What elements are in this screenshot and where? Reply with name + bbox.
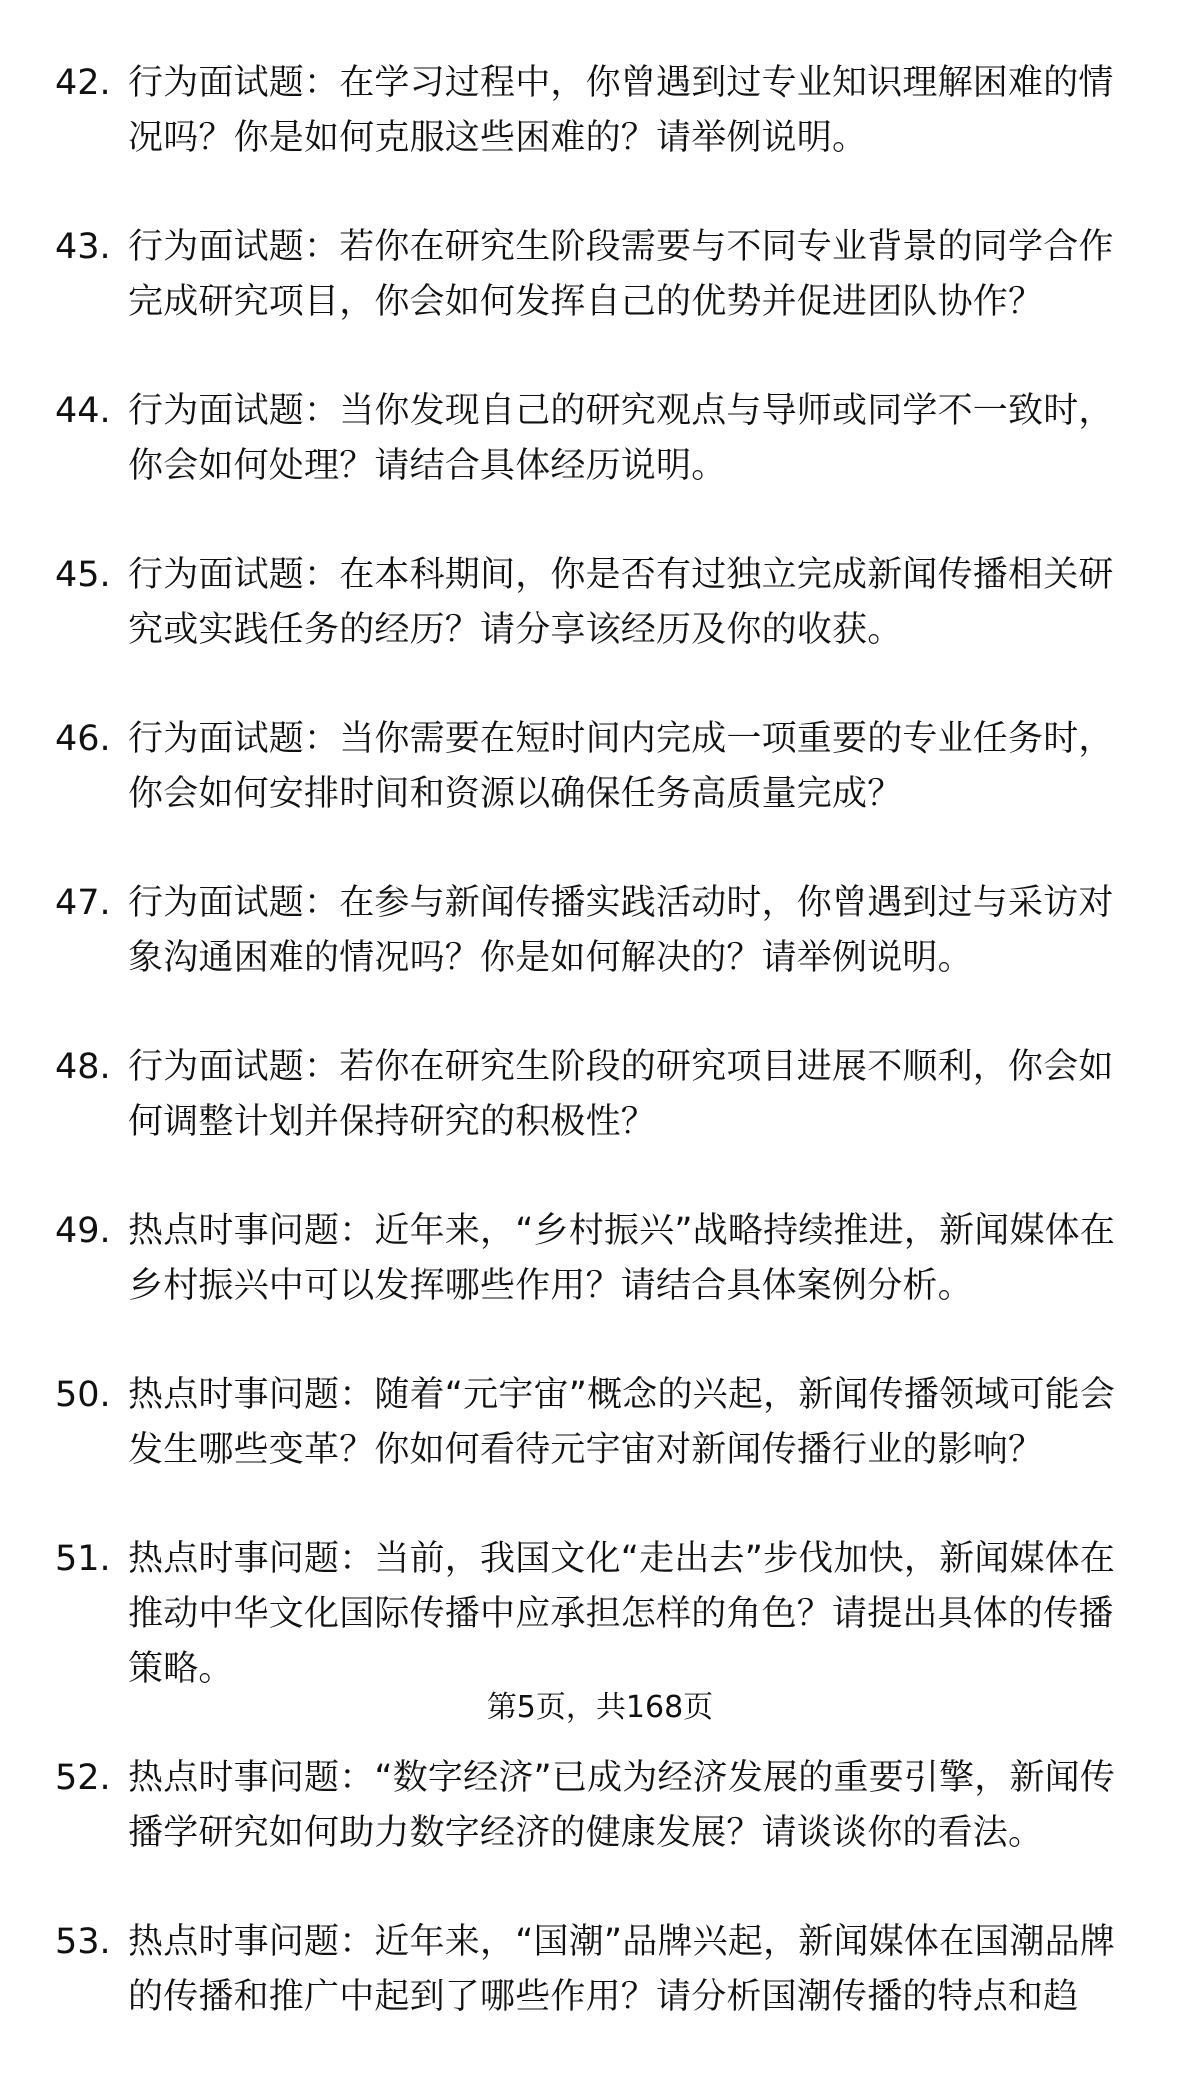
- list-item: [55, 1751, 1145, 1861]
- question-number: 44.: [55, 391, 111, 431]
- list-item: [55, 56, 1145, 166]
- question-text: 热点时事问题：当前，我国文化“走出去”步伐加快，新闻媒体在推动中华文化国际传播中应承担怎样的角色？请提出具体的传播策略。: [128, 1539, 1116, 1689]
- list-item: [55, 1915, 1145, 2025]
- question-number: 48.: [55, 1047, 111, 1087]
- page-number: 第5页，共168页: [486, 1690, 714, 1725]
- question-text: 热点时事问题：随着“元宇宙”概念的兴起，新闻传播领域可能会发生哪些变革？你如何看待元宇宙对新闻传播行业的影响？: [128, 1375, 1116, 1470]
- list-item: [55, 1204, 1145, 1314]
- question-list: [55, 56, 1145, 2079]
- question-number: 52.: [55, 1758, 111, 1798]
- list-item: [55, 384, 1145, 494]
- list-item: [55, 1532, 1145, 1697]
- question-text: 热点时事问题：近年来，“乡村振兴”战略持续推进，新闻媒体在乡村振兴中可以发挥哪些作用？请结合具体案例分析。: [128, 1211, 1116, 1306]
- question-text: 行为面试题：当你需要在短时间内完成一项重要的专业任务时，你会如何安排时间和资源以确保任务高质量完成？: [128, 719, 1114, 814]
- question-text: 热点时事问题：近年来，“国潮”品牌兴起，新闻媒体在国潮品牌的传播和推广中起到了哪些作用？请分析国潮传播的特点和趋: [128, 1922, 1116, 2017]
- list-item: [55, 1040, 1145, 1150]
- question-text: 行为面试题：在本科期间，你是否有过独立完成新闻传播相关研究或实践任务的经历？请分享该经历及你的收获。: [128, 555, 1114, 650]
- question-text: 行为面试题：若你在研究生阶段需要与不同专业背景的同学合作完成研究项目，你会如何发挥自己的优势并促进团队协作？: [128, 227, 1114, 322]
- list-item: [55, 548, 1145, 658]
- question-number: 47.: [55, 883, 111, 923]
- question-number: 50.: [55, 1375, 111, 1415]
- list-item: [55, 1368, 1145, 1478]
- list-item: [55, 220, 1145, 330]
- question-number: 51.: [55, 1539, 111, 1579]
- question-number: 45.: [55, 555, 111, 595]
- question-number: 49.: [55, 1211, 111, 1251]
- question-text: 行为面试题：若你在研究生阶段的研究项目进展不顺利，你会如何调整计划并保持研究的积极性？: [128, 1047, 1114, 1142]
- question-text: 热点时事问题：“数字经济”已成为经济发展的重要引擎，新闻传播学研究如何助力数字经济的健康发展？请谈谈你的看法。: [128, 1758, 1116, 1853]
- question-text: 行为面试题：在学习过程中，你曾遇到过专业知识理解困难的情况吗？你是如何克服这些困难的？请举例说明。: [128, 63, 1114, 158]
- list-item: [55, 876, 1145, 986]
- question-text: 行为面试题：在参与新闻传播实践活动时，你曾遇到过与采访对象沟通困难的情况吗？你是如何解决的？请举例说明。: [128, 883, 1114, 978]
- list-item: [55, 712, 1145, 822]
- question-number: 43.: [55, 227, 111, 267]
- question-text: 行为面试题：当你发现自己的研究观点与导师或同学不一致时，你会如何处理？请结合具体经历说明。: [128, 391, 1114, 486]
- question-number: 42.: [55, 63, 111, 103]
- question-number: 53.: [55, 1922, 111, 1962]
- question-number: 46.: [55, 719, 111, 759]
